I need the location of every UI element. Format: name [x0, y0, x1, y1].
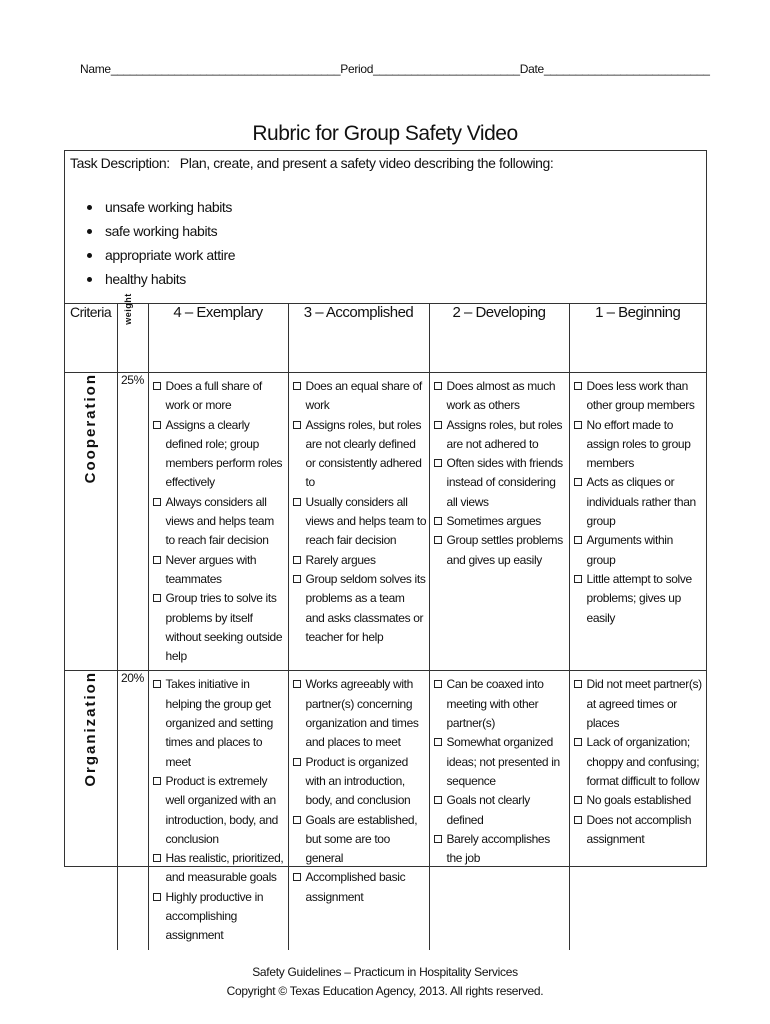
checkbox-icon	[153, 498, 161, 506]
criteria-list	[149, 373, 288, 670]
task-bullet: appropriate work attire	[87, 243, 235, 267]
criteria-list	[570, 671, 707, 853]
checkbox-icon	[574, 575, 582, 583]
checkbox-icon	[153, 777, 161, 785]
rubric-cell	[429, 373, 569, 671]
list-item: Assigns roles, but roles are not clearly defined or consistently adhered to	[293, 416, 427, 493]
list-item: Does a full share of work or more	[153, 377, 286, 416]
checkbox-icon	[434, 421, 442, 429]
checkbox-icon	[434, 835, 442, 843]
checkbox-icon	[434, 536, 442, 544]
list-item: Group settles problems and gives up easily	[434, 531, 567, 570]
checkbox-icon	[574, 382, 582, 390]
criteria-header: Criteria	[65, 304, 117, 373]
bullet-icon	[87, 229, 92, 234]
rubric-table	[65, 293, 706, 950]
checkbox-icon	[293, 680, 301, 688]
weight-header: weight	[117, 304, 148, 373]
weight-value: 20%	[117, 671, 148, 950]
rubric-frame	[64, 150, 707, 943]
page-title: Rubric for Group Safety Video	[252, 122, 518, 145]
task-bullet: unsafe working habits	[87, 195, 235, 219]
name-field[interactable]: ____________________________________	[110, 62, 341, 76]
list-item: Lack of organization; choppy and confusing; format difficult to follow	[574, 733, 705, 791]
table-row	[65, 671, 706, 950]
list-item: Often sides with friends instead of considering all views	[434, 454, 567, 512]
list-item: Product is extremely well organized with an introduction, body, and conclusion	[153, 772, 286, 849]
name-label: Name	[80, 62, 111, 76]
rubric-cell	[429, 671, 569, 950]
list-item: Product is organized with an introduction, body, and conclusion	[293, 753, 427, 811]
list-item: Can be coaxed into meeting with other partner(s)	[434, 675, 567, 733]
criteria-list	[570, 373, 707, 632]
list-item: Does an equal share of work	[293, 377, 427, 416]
list-item: Takes initiative in helping the group get organized and setting times and places to meet	[153, 675, 286, 771]
bullet-icon	[87, 253, 92, 258]
task-description	[65, 151, 706, 304]
task-text: Plan, create, and present a safety video describing the following:	[179, 155, 554, 171]
list-item: Highly productive in accomplishing assignment	[153, 888, 286, 946]
copyright-line: Copyright © Texas Education Agency, 2013. All rights reserved.	[226, 984, 544, 998]
list-item: Always considers all views and helps team to reach fair decision	[153, 493, 286, 551]
list-item: Does almost as much work as others	[434, 377, 567, 416]
checkbox-icon	[574, 796, 582, 804]
bullet-icon	[87, 205, 92, 210]
level-header: 2 – Developing	[429, 304, 569, 373]
list-item: Arguments within group	[574, 531, 705, 570]
checkbox-icon	[293, 758, 301, 766]
table-row	[65, 373, 706, 671]
list-item: Group seldom solves its problems as a team and asks classmates or teacher for help	[293, 570, 427, 647]
checkbox-icon	[574, 680, 582, 688]
period-label: Period	[340, 62, 374, 76]
list-item: Usually considers all views and helps team to reach fair decision	[293, 493, 427, 551]
level-header: 4 – Exemplary	[148, 304, 288, 373]
criteria-list	[430, 373, 569, 574]
checkbox-icon	[293, 816, 301, 824]
checkbox-icon	[574, 536, 582, 544]
list-item: Assigns a clearly defined role; group members perform roles effectively	[153, 416, 286, 493]
bullet-icon	[87, 277, 92, 282]
checkbox-icon	[434, 517, 442, 525]
criteria-cell	[65, 373, 117, 671]
criteria-list	[289, 373, 429, 651]
checkbox-icon	[293, 575, 301, 583]
level-header: 3 – Accomplished	[288, 304, 429, 373]
criteria-list	[430, 671, 569, 872]
checkbox-icon	[574, 421, 582, 429]
period-field[interactable]: _______________________	[373, 62, 520, 76]
footer-line: Safety Guidelines – Practicum in Hospitality Services	[252, 965, 518, 979]
date-label: Date	[519, 62, 544, 76]
list-item: Acts as cliques or individuals rather than group	[574, 473, 705, 531]
checkbox-icon	[293, 556, 301, 564]
list-item: Goals are established, but some are too general	[293, 811, 427, 869]
list-item: Never argues with teammates	[153, 551, 286, 590]
checkbox-icon	[153, 680, 161, 688]
list-item: Sometimes argues	[434, 512, 567, 531]
list-item: Group tries to solve its problems by itself without seeking outside help	[153, 589, 286, 666]
checkbox-icon	[574, 738, 582, 746]
task-label: Task Description:	[70, 155, 170, 171]
checkbox-icon	[574, 478, 582, 486]
list-item: No effort made to assign roles to group members	[574, 416, 705, 474]
task-bullet-list	[87, 195, 235, 291]
criteria-list	[289, 671, 429, 911]
level-header: 1 – Beginning	[569, 304, 706, 373]
checkbox-icon	[293, 873, 301, 881]
list-item: Rarely argues	[293, 551, 427, 570]
checkbox-icon	[153, 594, 161, 602]
list-item: No goals established	[574, 791, 705, 810]
criteria-list	[149, 671, 288, 949]
checkbox-icon	[293, 382, 301, 390]
table-header-row	[65, 304, 706, 373]
rubric-cell	[148, 373, 288, 671]
task-bullet: safe working habits	[87, 219, 235, 243]
rubric-cell	[288, 671, 429, 950]
page-footer	[0, 963, 770, 1001]
rubric-cell	[569, 671, 706, 950]
criteria-name: Organization	[82, 671, 100, 788]
checkbox-icon	[153, 382, 161, 390]
list-item: Assigns roles, but roles are not adhered to	[434, 416, 567, 455]
list-item: Somewhat organized ideas; not presented in sequence	[434, 733, 567, 791]
list-item: Does less work than other group members	[574, 377, 705, 416]
checkbox-icon	[153, 556, 161, 564]
checkbox-icon	[574, 816, 582, 824]
list-item: Does not accomplish assignment	[574, 811, 705, 850]
checkbox-icon	[434, 382, 442, 390]
list-item: Did not meet partner(s) at agreed times or places	[574, 675, 705, 733]
list-item: Goals not clearly defined	[434, 791, 567, 830]
list-item: Has realistic, prioritized, and measurable goals	[153, 849, 286, 888]
checkbox-icon	[153, 421, 161, 429]
rubric-cell	[148, 671, 288, 950]
criteria-name: Cooperation	[82, 373, 100, 484]
weight-value: 25%	[117, 373, 148, 671]
checkbox-icon	[434, 796, 442, 804]
checkbox-icon	[293, 498, 301, 506]
rubric-cell	[288, 373, 429, 671]
task-bullet: healthy habits	[87, 267, 235, 291]
list-item: Accomplished basic assignment	[293, 868, 427, 907]
rubric-cell	[569, 373, 706, 671]
list-item: Little attempt to solve problems; gives up easily	[574, 570, 705, 628]
checkbox-icon	[434, 738, 442, 746]
checkbox-icon	[153, 854, 161, 862]
checkbox-icon	[434, 680, 442, 688]
list-item: Barely accomplishes the job	[434, 830, 567, 869]
checkbox-icon	[434, 459, 442, 467]
list-item: Works agreeably with partner(s) concerning organization and times and places to meet	[293, 675, 427, 752]
checkbox-icon	[293, 421, 301, 429]
criteria-cell	[65, 671, 117, 950]
date-field[interactable]: __________________________	[543, 62, 710, 76]
student-info-line	[80, 62, 710, 76]
checkbox-icon	[153, 893, 161, 901]
